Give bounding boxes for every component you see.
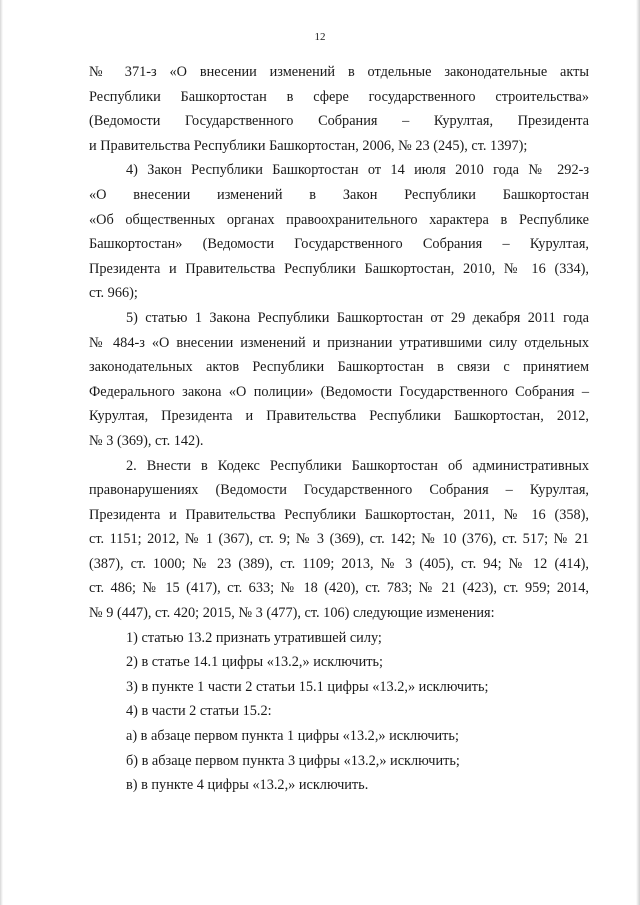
text-line: ст. 1151; 2012, № 1 (367), ст. 9; № 3 (369), ст. 142; № 10 (376), ст. 517; № 21 (89, 531, 589, 548)
text-line: в) в пункте 4 цифры «13.2,» исключить. (126, 777, 369, 794)
text-line: (387), ст. 1000; № 23 (389), ст. 1109; 2013, № 3 (405), ст. 94; № 12 (414), (89, 555, 589, 572)
scan-edge-right (636, 0, 640, 905)
scan-edge-left (0, 0, 3, 905)
text-line: «О внесении изменений в Закон Республики Башкортостан (89, 186, 589, 203)
text-line: и Правительства Республики Башкортостан, 2006, № 23 (245), ст. 1397); (89, 137, 528, 154)
text-line: 2. Внести в Кодекс Республики Башкортостан об административных (126, 457, 589, 474)
text-line: правонарушениях (Ведомости Государственного Собрания – Курултая, (89, 482, 589, 499)
text-line: (Ведомости Государственного Собрания – Курултая, Президента (89, 113, 589, 130)
text-line: № 3 (369), ст. 142). (89, 432, 204, 449)
text-line: 2) в статье 14.1 цифры «13.2,» исключить; (126, 654, 383, 671)
text-line: № 484-з «О внесении изменений и признании утратившими силу отдельных (89, 334, 589, 351)
text-line: законодательных актов Республики Башкортостан в связи с принятием (89, 359, 589, 376)
text-line: Курултая, Президента и Правительства Республики Башкортостан, 2012, (89, 408, 589, 425)
document-body (89, 60, 589, 798)
text-line: Башкортостан» (Ведомости Государственного Собрания – Курултая, (89, 236, 589, 253)
text-line: «Об общественных органах правоохранительного характера в Республике (89, 211, 589, 228)
text-line: а) в абзаце первом пункта 1 цифры «13.2,» исключить; (126, 728, 459, 745)
text-line: Республики Башкортостан в сфере государственного строительства» (89, 88, 589, 105)
text-line: 1) статью 13.2 признать утратившей силу; (126, 629, 382, 646)
text-line: б) в абзаце первом пункта 3 цифры «13.2,» исключить; (126, 752, 460, 769)
text-line: 4) в части 2 статьи 15.2: (126, 703, 272, 720)
text-line: ст. 486; № 15 (417), ст. 633; № 18 (420), ст. 783; № 21 (423), ст. 959; 2014, (89, 580, 589, 597)
text-line: № 9 (447), ст. 420; 2015, № 3 (477), ст. 106) следующие изменения: (89, 605, 495, 622)
text-line: Президента и Правительства Республики Башкортостан, 2010, № 16 (334), (89, 260, 589, 277)
text-line: 5) статью 1 Закона Республики Башкортостан от 29 декабря 2011 года (126, 309, 589, 326)
text-line: 4) Закон Республики Башкортостан от 14 июля 2010 года № 292-з (126, 162, 589, 179)
text-line: № 371-з «О внесении изменений в отдельные законодательные акты (89, 64, 589, 80)
text-line: Федерального закона «О полиции» (Ведомости Государственного Собрания – (89, 383, 589, 400)
text-line: ст. 966); (89, 285, 138, 302)
page-number: 12 (314, 31, 326, 43)
text-line: 3) в пункте 1 части 2 статьи 15.1 цифры «13.2,» исключить; (126, 678, 489, 695)
text-line: Президента и Правительства Республики Башкортостан, 2011, № 16 (358), (89, 506, 589, 523)
